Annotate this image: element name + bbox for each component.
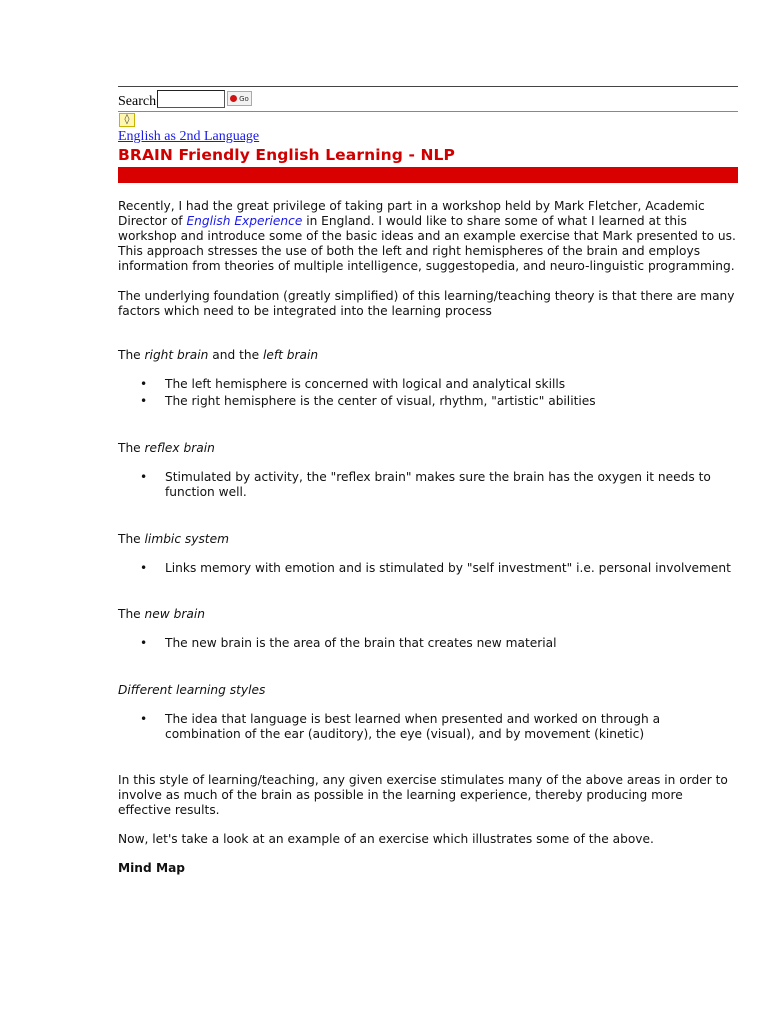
heading-em: Different learning styles <box>118 683 266 697</box>
foundation-paragraph: The underlying foundation (greatly simplified) of this learning/teaching theory is that there are many factors which need to be integrated into the learning process <box>118 289 735 318</box>
heading-em: reflex brain <box>144 441 215 455</box>
go-icon <box>230 95 237 102</box>
heading-text: The <box>118 607 145 621</box>
broken-image-icon: ◊ <box>119 113 135 127</box>
search-label: Search <box>118 94 157 109</box>
list-item: • The new brain is the area of the brain that creates new material <box>118 636 738 651</box>
heading-text: The <box>118 532 145 546</box>
list-item: • The left hemisphere is concerned with logical and analytical skills <box>118 377 738 392</box>
list-item: • Links memory with emotion and is stimulated by "self investment" i.e. personal involvement <box>118 561 738 576</box>
search-input[interactable] <box>157 90 225 108</box>
section-heading <box>118 441 738 456</box>
bullet-list <box>118 636 738 651</box>
article-body <box>118 199 738 876</box>
section-heading <box>118 532 738 547</box>
divider-rule <box>118 111 738 112</box>
section-heading <box>118 348 738 363</box>
example-intro: Now, let's take a look at an example of an exercise which illustrates some of the above. <box>118 832 654 846</box>
heading-em: new brain <box>144 607 205 621</box>
closing-paragraph: In this style of learning/teaching, any given exercise stimulates many of the above areas in order to involve as much of the brain as possible in the learning experience, thereby producing more effective results. <box>118 773 728 817</box>
english-experience-link[interactable]: English Experience <box>186 214 303 228</box>
heading-text: and the <box>208 348 263 362</box>
list-item: • The idea that language is best learned when presented and worked on through a combination of the ear (auditory), the eye (visual), and by movement (kinetic) <box>118 712 738 742</box>
heading-em: left brain <box>262 348 319 362</box>
heading-em: right brain <box>144 348 209 362</box>
list-item: • The right hemisphere is the center of visual, rhythm, "artistic" abilities <box>118 394 738 409</box>
intro-paragraph <box>118 199 738 274</box>
page-title: BRAIN Friendly English Learning - NLP <box>118 146 455 164</box>
intro-text: Recently, I had the great privilege of taking part in a workshop held by Mark Fletcher, Academic Director of <box>118 199 705 228</box>
mind-map-heading: Mind Map <box>118 861 186 875</box>
list-item: • Stimulated by activity, the "reflex brain" makes sure the brain has the oxygen it needs to function well. <box>118 470 738 500</box>
heading-text: The <box>118 441 145 455</box>
intro-text-end: in England. I would like to share some of what I learned at this workshop and introduce some of the basic ideas and an example exercise that Mark presented to us. This approach stresses the use of both the left and right hemispheres of the brain and employs information from theories of multiple intelligence, suggestopedia, and neuro-linguistic programming. <box>118 214 736 273</box>
bullet-list <box>118 470 738 500</box>
bullet-list <box>118 377 738 409</box>
go-label: Go <box>239 94 249 103</box>
top-rule <box>118 86 738 87</box>
search-bar <box>118 88 252 110</box>
heading-text: The <box>118 348 145 362</box>
bullet-list <box>118 561 738 576</box>
red-banner <box>118 167 738 183</box>
go-button[interactable] <box>227 91 252 106</box>
section-heading <box>118 683 738 698</box>
bullet-list <box>118 712 738 742</box>
breadcrumb-link[interactable]: English as 2nd Language <box>118 129 260 144</box>
heading-em: limbic system <box>144 532 229 546</box>
section-heading <box>118 607 738 622</box>
